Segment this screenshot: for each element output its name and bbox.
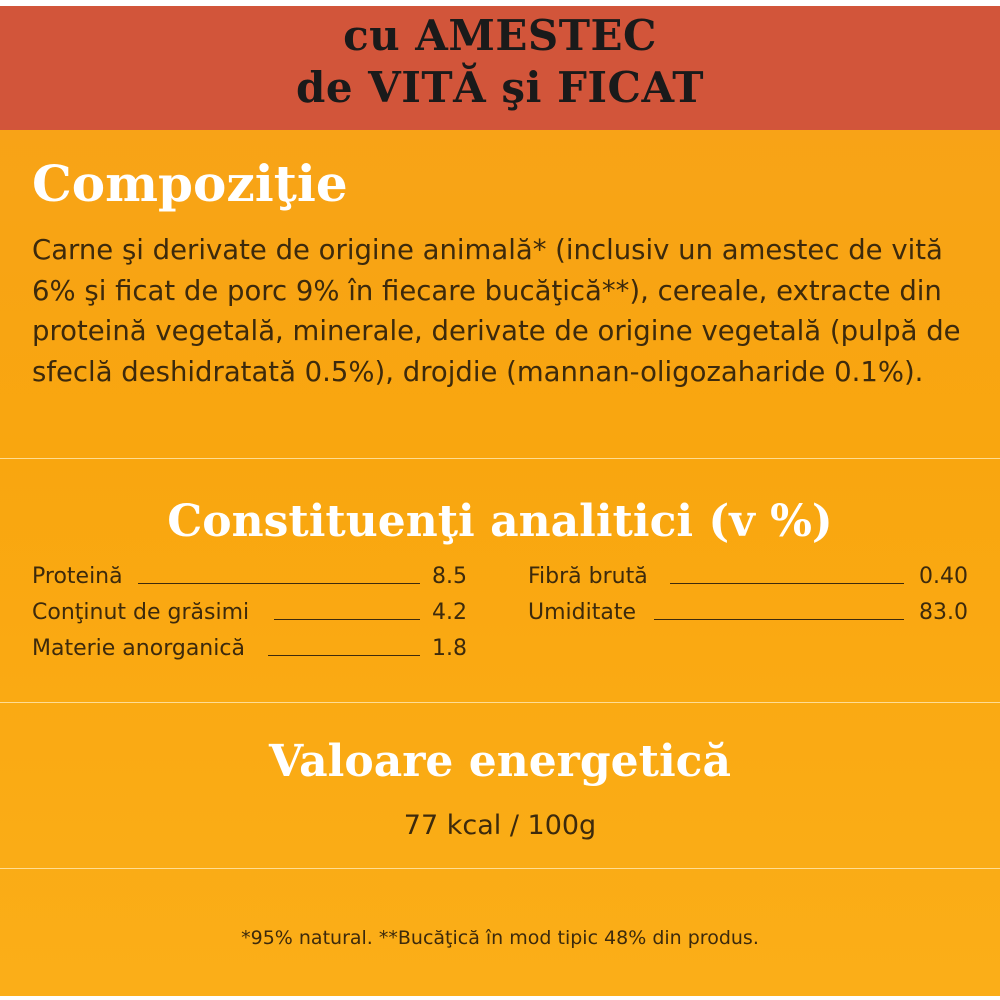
leader-line	[654, 619, 904, 620]
analytical-row-ash	[32, 633, 467, 665]
leader-line	[274, 619, 420, 620]
product-label-panel	[0, 6, 1000, 996]
leader-line	[138, 583, 420, 584]
row-value: 4.2	[432, 600, 467, 625]
leader-line	[268, 655, 420, 656]
analytical-row-fibre	[528, 561, 968, 593]
composition-text: Carne şi derivate de origine animală* (inclusiv un amestec de vită 6% şi ficat de porc 9% în fiecare bucăţică**), cereale, extracte din proteină vegetală, minerale, derivate de origine vegetală (pulpă de sfeclă deshidratată 0.5%), drojdie (mannan-oligozaharide 0.1%).	[32, 234, 961, 388]
section-divider	[0, 458, 1000, 459]
section-divider	[0, 868, 1000, 869]
row-label: Materie anorganică	[32, 636, 245, 661]
composition-title: Compoziţie	[32, 154, 348, 213]
header-line-2: de VITĂ şi FICAT	[295, 63, 705, 112]
analytical-row-protein	[32, 561, 467, 593]
header-band	[0, 6, 1000, 130]
row-value: 8.5	[432, 564, 467, 589]
footnote: *95% natural. **Bucăţică în mod tipic 48% din produs.	[241, 927, 759, 949]
row-value: 0.40	[919, 564, 968, 589]
analytical-row-fat	[32, 597, 467, 629]
row-label: Conţinut de grăsimi	[32, 600, 250, 625]
energy-value: 77 kcal / 100g	[403, 810, 597, 841]
row-value: 83.0	[919, 600, 968, 625]
leader-line	[670, 583, 904, 584]
section-divider	[0, 702, 1000, 703]
row-label: Proteină	[32, 564, 123, 589]
row-label: Fibră brută	[528, 564, 648, 589]
row-label: Umiditate	[528, 600, 636, 625]
analytical-row-moisture	[528, 597, 968, 629]
row-value: 1.8	[432, 636, 467, 661]
analytical-title: Constituenţi analitici (v %)	[167, 496, 833, 547]
header-line-1: cu AMESTEC	[343, 11, 657, 60]
energy-title: Valoare energetică	[269, 736, 731, 787]
